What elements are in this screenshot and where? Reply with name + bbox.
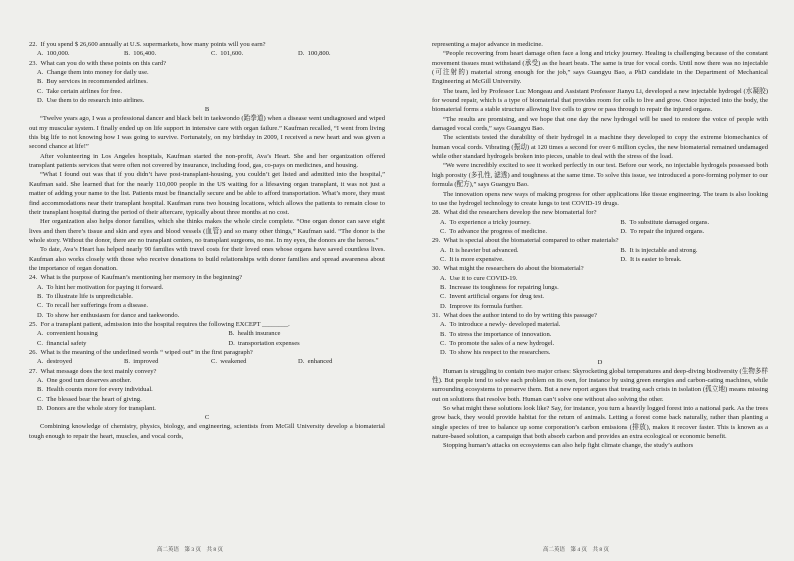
passage-b-paragraph-4: Her organization also helps donor families, which she thinks makes the whole circle complete. “One organ donor can save eight lives and then there’s tissue and skin and eyes and blood vessels (血管) and so many other things,” Kaufman said. “The donor is the whole story. Without the donor, there are no transplant centers, no transplant surgeons, no me. In my eyes, the donors are the heroes.” [29, 218, 385, 244]
option-b: B. Buy services in recommended airlines. [37, 78, 148, 86]
option-d: D. Improve its formula further. [440, 302, 523, 310]
passage-c-continuation: representing a major advance in medicine. [432, 41, 543, 48]
question-29: 29. What is special about the biomaterial compared to other materials? [432, 237, 619, 245]
option-b: B. To stress the importance of innovation. [440, 330, 552, 338]
question-22-options [29, 49, 385, 58]
question-31: 31. What does the author intend to do by writing this passage? [432, 311, 597, 319]
option-c: C. The blessed bear the heart of giving. [37, 395, 142, 403]
passage-b-paragraph-3: “What I found out was that if you didn’t have post-transplant-housing, you couldn’t get listed and admitted into the hospital,” Kaufman said. She learned that for the nearly 110,000 people in the US waiting for a lifesaving organ transplant, it was not just a matter of adding your name to the list. Patients must be financially secure and be able to afford transportation. What’s more, they must find accommodations near their transplant hospital. Kaufman runs two housing locations, which allows the patients to remain close to their transplant hospital during the period of their aftercare, typically about three months at no cost. [29, 171, 385, 216]
column-divider [406, 30, 407, 530]
question-22: 22. If you spend $ 26,600 annually at U.S. supermarkets, how many points will you earn? [29, 41, 266, 48]
option-c: C. Take certain airlines for free. [37, 87, 122, 95]
option-b: B. Health counts more for every individual. [37, 386, 153, 394]
option-a: A. Change them into money for daily use. [37, 69, 149, 77]
right-column [432, 40, 768, 451]
option-d: D. Use them to do research into airlines. [37, 97, 145, 105]
passage-d-paragraph-1: Human is struggling to contain two major crises: Skyrocketing global temperatures and deep-diving biodiversity (生物多样性). But people tend to solve each problem on its own, for instance by using green energies and carbon-cating machines, while surrounding ecosystems to preserve them. But a new report argues that treating each crisis in isolation (孤立地) means missing out on solutions that resolve both. Human can’t solve one without also solving the other. [432, 367, 768, 403]
question-25: 25. For a transplant patient, admission into the hospital requires the following EXCEPT ________. [29, 320, 290, 328]
option-b: B. It is injectable and strong. [620, 246, 698, 254]
passage-c-paragraph-5: The scientists tested the durability of their hydrogel in a machine they developed to copy the extreme biomechanics of human vocal cords. Vibrating (振动) at 120 times a second for over 6 million cycles, the new biomaterial remained undamaged while other standard hydrogels broken into pieces, unable to deal with the stress of the load. [432, 134, 768, 161]
option-a: A. To introduce a newly- developed material. [440, 321, 561, 329]
section-heading-b: B [204, 106, 210, 114]
option-a: A. To experience a tricky journey. [440, 218, 531, 226]
option-c: C. weakened [211, 358, 247, 366]
option-c: C. To advance the progress of medicine. [440, 227, 547, 235]
option-b: B. 106,400. [124, 50, 157, 58]
option-b: B. health insurance [228, 330, 281, 338]
question-27: 27. What message does the text mainly convey? [29, 367, 157, 375]
question-29-options-row-2 [432, 255, 768, 264]
option-b: B. Increase its toughness for repairing lungs. [440, 283, 559, 291]
passage-d-paragraph-3: Stopping human’s attacks on ecosystems can also help fight climate change, the study’s authors [443, 442, 694, 450]
option-a: A. destroyed [37, 358, 73, 366]
option-a: A. 100,000. [37, 50, 70, 58]
option-c: C. To promote the sales of a new hydrogel. [440, 340, 555, 347]
passage-c-paragraph-7: The innovation opens new ways of making progress for other applications like tissue engineering. The team is also looking to use the hydrogel technology to create lungs to test COVID-19 drugs. [432, 190, 768, 207]
option-a: A. convenient housing [37, 330, 98, 338]
section-heading-d: D [597, 358, 603, 366]
passage-c-paragraph-4: “The results are promising, and we hope that one day the new hydrogel will be used to restore the voice of people with damaged vocal cords,” says Guangyu Bao. [432, 115, 768, 133]
question-23: 23. What can you do with these points on this card? [29, 59, 167, 67]
option-d: D. Donors are the whole story for transplant. [37, 405, 156, 413]
question-28: 28. What did the researchers develop the new biomaterial for? [432, 209, 597, 217]
passage-b-paragraph-5: To date, Ava’s Heart has helped nearly 90 families with travel costs for their loved ones whose organs have saved countless lives. Kaufman also works closely with those who receive donations to build relationships with donor families and spread awareness about the importance of organ donation. [29, 246, 385, 272]
option-d: D. To show her enthusiasm for dance and taekwondo. [37, 311, 180, 319]
option-d: D. enhanced [298, 358, 333, 366]
question-26: 26. What is the meaning of the underlined words “ wiped out” in the first paragraph? [29, 349, 253, 356]
section-heading-c: C [204, 414, 210, 422]
option-b: B. improved [124, 358, 159, 366]
option-c: C. 101,600. [211, 50, 244, 58]
question-24: 24. What is the purpose of Kaufman’s mentioning her memory in the beginning? [29, 274, 243, 282]
option-d: D. transportation expenses [228, 339, 300, 347]
question-28-options-row-1 [432, 218, 768, 227]
option-a: A. It is heavier but advanced. [440, 246, 519, 254]
page-footer-right: 高二英语 第 4 页 共 8 页 [543, 547, 610, 553]
page-footer-left: 高二英语 第 3 页 共 8 页 [157, 547, 224, 553]
option-a: A. Use it to cure COVID-19. [440, 274, 518, 282]
question-29-options-row-1 [432, 246, 768, 255]
option-c: C. To recall her sufferings from a disease. [37, 302, 149, 310]
passage-c-paragraph-6: “We were incredibly excited to see it worked perfectly in our test. Before our work, no injectable hydrogels possessed both high porosity (多孔性, 滤透) and toughness at the same time. To solve this issue, we introduced a pore-forming polymer to our formula (配方),” says Guangyu Bao. [432, 162, 768, 189]
passage-c-paragraph-2: “People recovering from heart damage often face a long and tricky journey. Healing is challenging because of the constant movement tissues must withstand (承受) as the heart beats. The same is true for vocal cords. Until now there was no injectable (可注射的) material strong enough for the job,” says Guangyu Bao, a PhD candidate in the Department of Mechanical Engineering at McGill University. [432, 50, 768, 86]
question-30: 30. What might the researchers do about the biomaterial? [432, 265, 584, 273]
passage-c-paragraph-1: Combining knowledge of chemistry, physics, biology, and engineering, scientists from McGill University develop a biomaterial tough enough to repair the heart, muscles, and vocal cords, [29, 423, 385, 440]
option-a: A. To hint her motivation for paying it forward. [37, 283, 164, 291]
option-a: A. One good turn deserves another. [37, 377, 132, 385]
option-c: C. financial safety [37, 339, 87, 347]
question-28-options-row-2 [432, 227, 768, 236]
option-d: D. To show his respect to the researchers. [440, 349, 551, 357]
question-26-options [29, 357, 385, 366]
passage-b-paragraph-1: “Twelve years ago, I was a professional dancer and black belt in taekwondo (跆拳道) when a disease went undiagnosed and wiped out my muscular system. I finally ended up on life support in intensive care with organ failure.” Kaufman recalled, “I went from living this big life to not knowing how I was going to survive. Fortunately, on my birthday in 2009, I received a new heart and was given a second chance at life!” [29, 115, 385, 151]
passage-b-paragraph-2: After volunteering in Los Angeles hospitals, Kaufman started the non-profit, Ava’s Heart. She and her organization offered transplant patients services that were often not covered by insurance, including food, gas, co-pays on medicines, and housing. [29, 152, 385, 170]
option-d: D. To repair the injured organs. [620, 227, 705, 235]
question-25-options-row-2 [29, 339, 385, 348]
option-d: D. 100,800. [298, 50, 331, 58]
option-c: C. It is more expensive. [440, 255, 504, 263]
option-d: D. It is easier to break. [620, 255, 682, 263]
left-column [29, 40, 385, 441]
option-c: C. Invent artificial organs for drug test. [440, 293, 545, 301]
passage-d-paragraph-2: So what might these solutions look like? Say, for instance, you turn a heavily logged forest into a national park. As the trees grow back, they would provide habitat for the return of animals. Letting a forest come back naturally, rather than planting a single species of tree to balance up some corporation’s carbon emissions (排放), makes it recover faster. This is known as a nature-based solution, a campaign that both absorb carbon and provides an extra ecological or economic benefit. [432, 405, 768, 441]
option-b: B. To illustrate life is unpredictable. [37, 292, 133, 300]
passage-c-paragraph-3: The team, led by Professor Luc Mongeau and Assistant Professor Jianyu Li, developed a new injectable hydrogel (水凝胶) for wound repair, which is a type of biomaterial that provides room for cells to live and grow. Once injected into the body, the biomaterial forms a stable structure allowing live cells to grow or pass through to repair the injured organs. [432, 87, 768, 114]
option-b: B. To substitute damaged organs. [620, 218, 710, 226]
question-25-options-row-1 [29, 329, 385, 338]
